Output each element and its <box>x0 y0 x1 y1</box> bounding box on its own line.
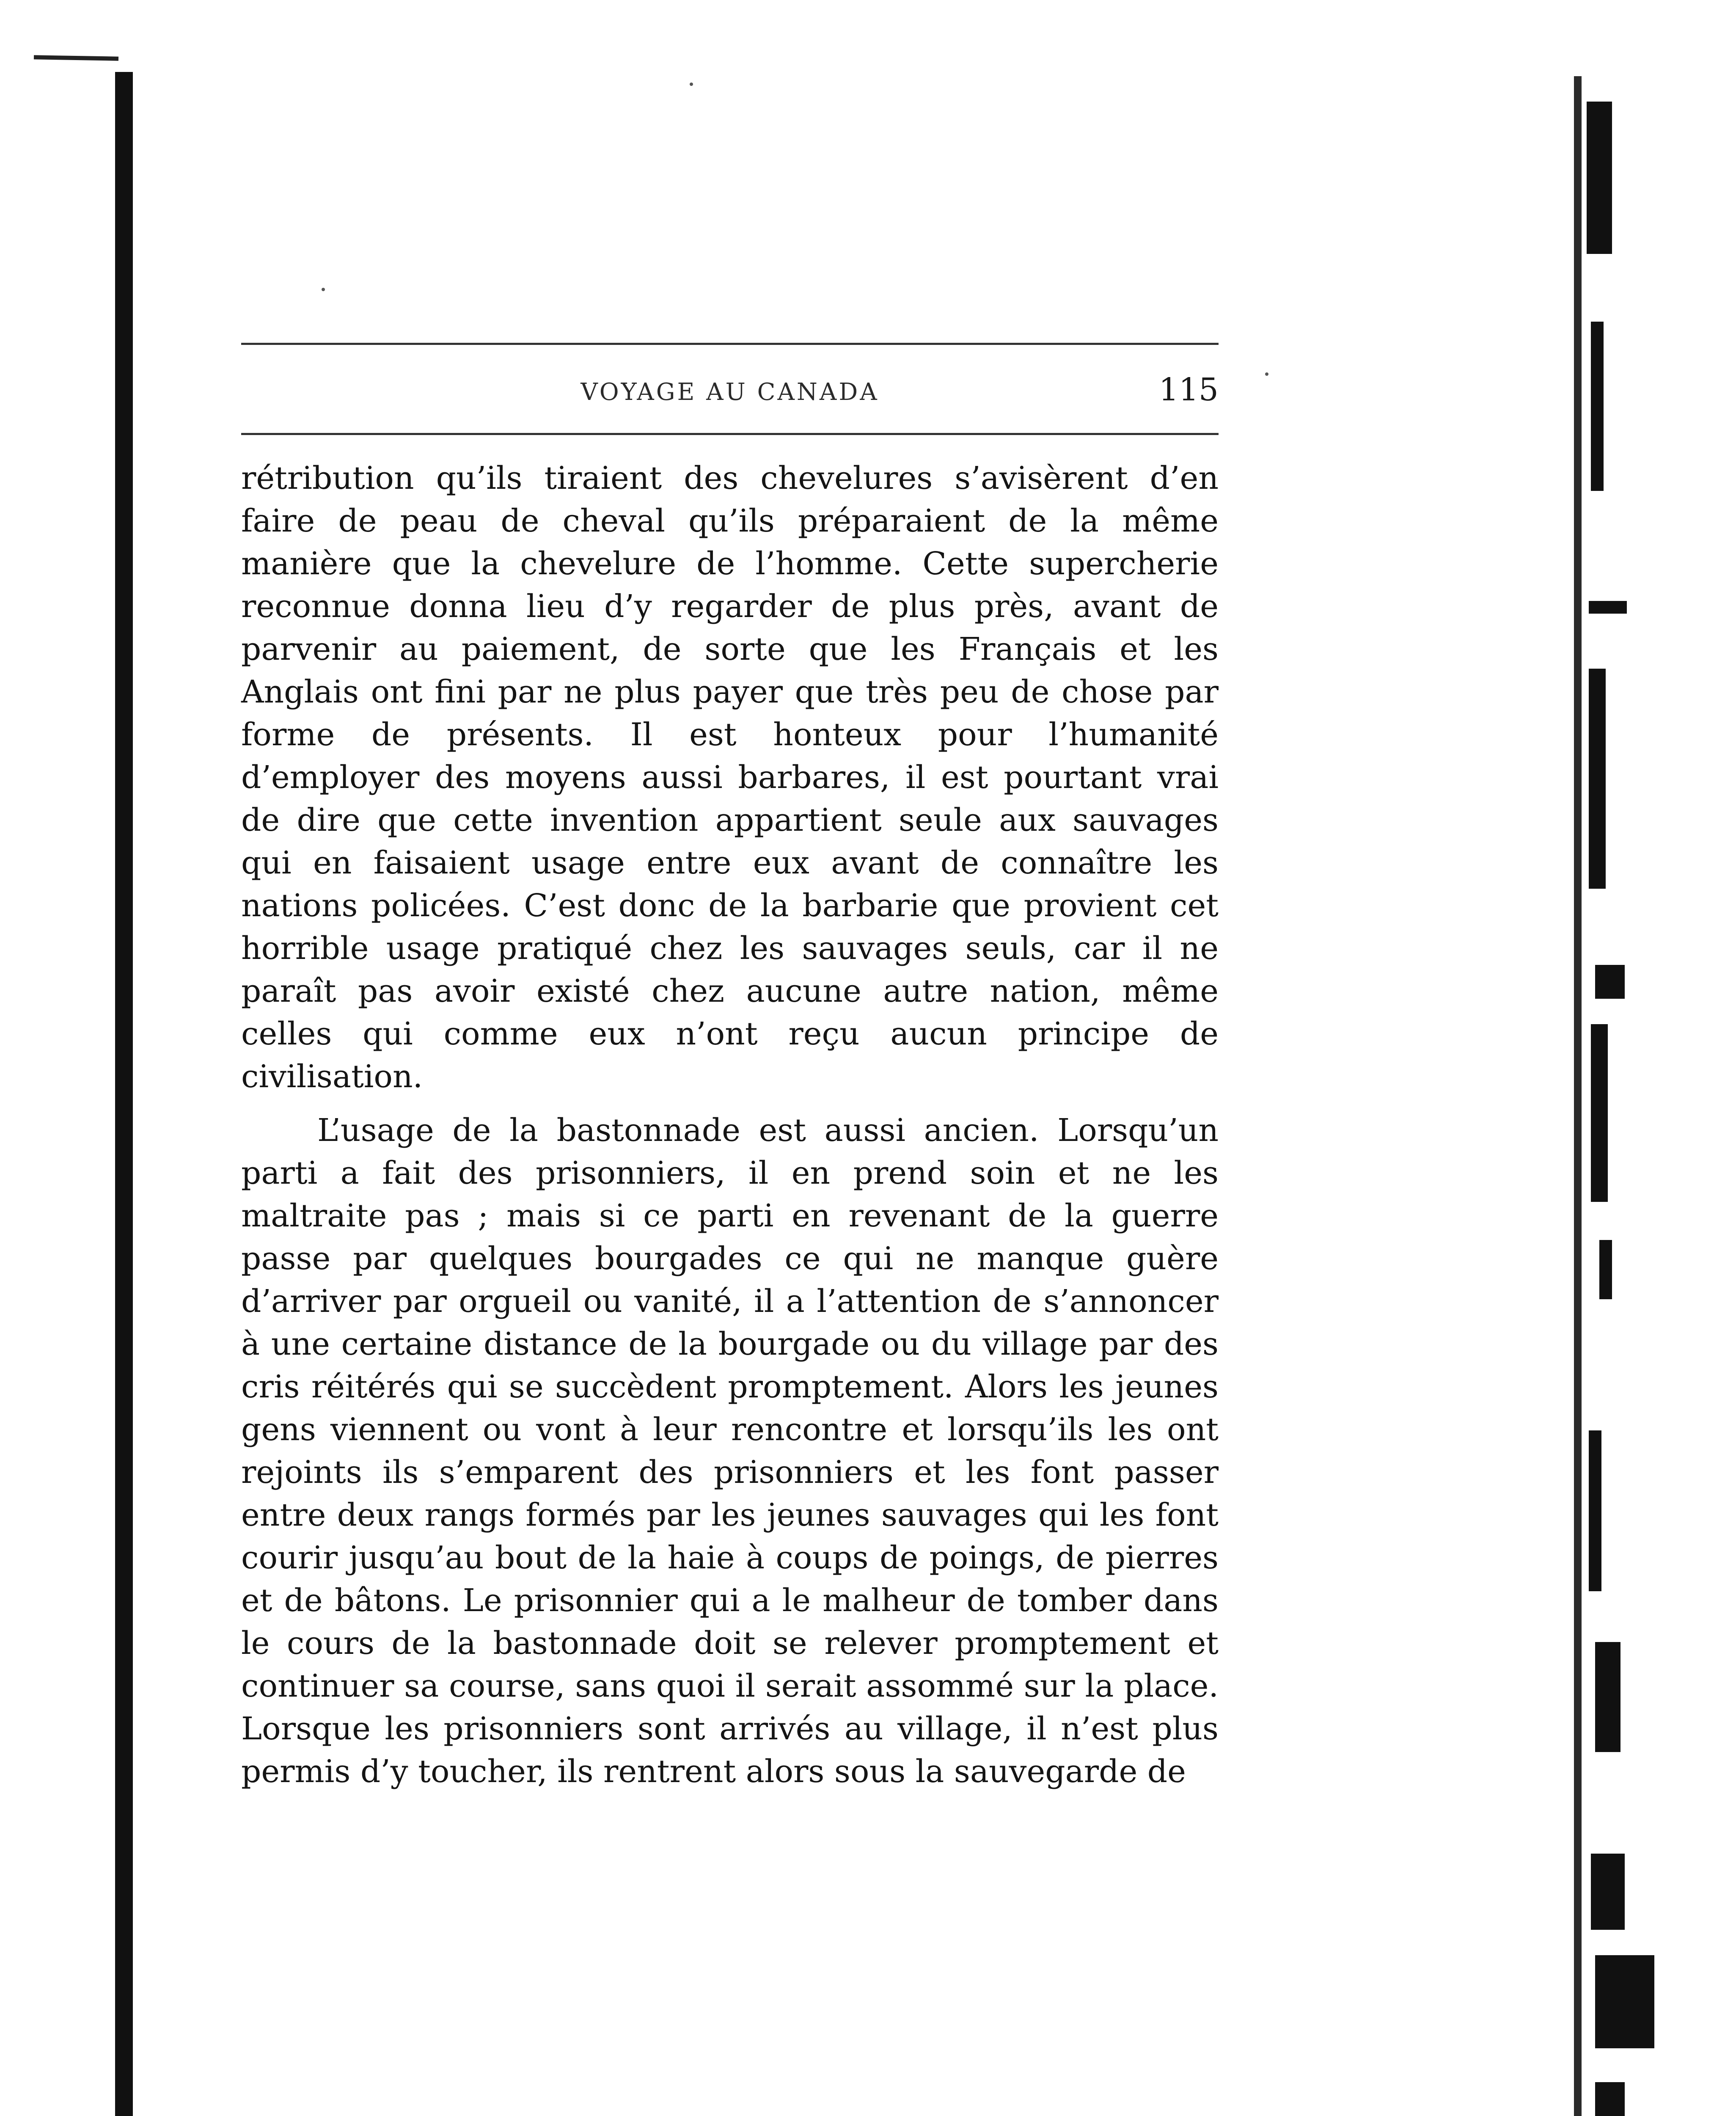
running-header <box>241 363 1219 410</box>
paragraph: rétribution qu’ils tiraient des chevelures s’avisèrent d’en faire de peau de cheval qu’ils préparaient de la même manière que la chevelure de l’homme. Cette supercherie reconnue donna lieu d’y regarder de plus près, avant de parvenir au paiement, de sorte que les Français et les Anglais ont fini par ne plus payer que très peu de chose par forme de présents. Il est honteux pour l’humanité d’employer des moyens aussi barbares, il est pourtant vrai de dire que cette invention appartient seule aux sauvages qui en faisaient usage entre eux avant de connaître les nations policées. C’est donc de la barbarie que provient cet horrible usage pratiqué chez les sauvages seuls, car il ne paraît pas avoir existé chez aucune autre nation, même celles qui comme eux n’ont reçu aucun principe de civilisation. <box>241 460 1219 1095</box>
scan-edge-mark-top-left <box>34 55 118 61</box>
scan-adjacent-page-edge-right <box>1549 76 1659 2116</box>
scan-binding-shadow-left <box>115 72 133 2116</box>
header-rule-top <box>241 343 1219 345</box>
page-number: 115 <box>1158 372 1219 408</box>
body-text <box>241 457 1219 1793</box>
running-title: VOYAGE AU CANADA <box>581 378 879 406</box>
scan-speck <box>322 288 325 291</box>
scan-speck <box>1265 372 1268 376</box>
scan-speck <box>690 83 693 86</box>
paragraph: L’usage de la bastonnade est aussi ancien. Lorsqu’un parti a fait des prisonniers, il en prend soin et ne les maltraite pas ; mais si ce parti en revenant de la guerre passe par quelques bourgades ce qui ne manque guère d’arriver par orgueil ou vanité, il a l’attention de s’annoncer à une certaine distance de la bourgade ou du village par des cris réitérés qui se succèdent promptement. Alors les jeunes gens viennent ou vont à leur rencontre et lorsqu’ils les ont rejoints ils s’emparent des prisonniers et les font passer entre deux rangs formés par les jeunes sauvages qui les font courir jusqu’au bout de la haie à coups de poings, de pierres et de bâtons. Le prisonnier qui a le malheur de tomber dans le cours de la bastonnade doit se relever promptement et continuer sa course, sans quoi il serait assommé sur la place. Lorsque les prisonniers sont arrivés au village, il n’est plus permis d’y toucher, ils rentrent alors sous la sauvegarde de <box>241 1112 1219 1790</box>
header-rule-bottom <box>241 433 1219 435</box>
